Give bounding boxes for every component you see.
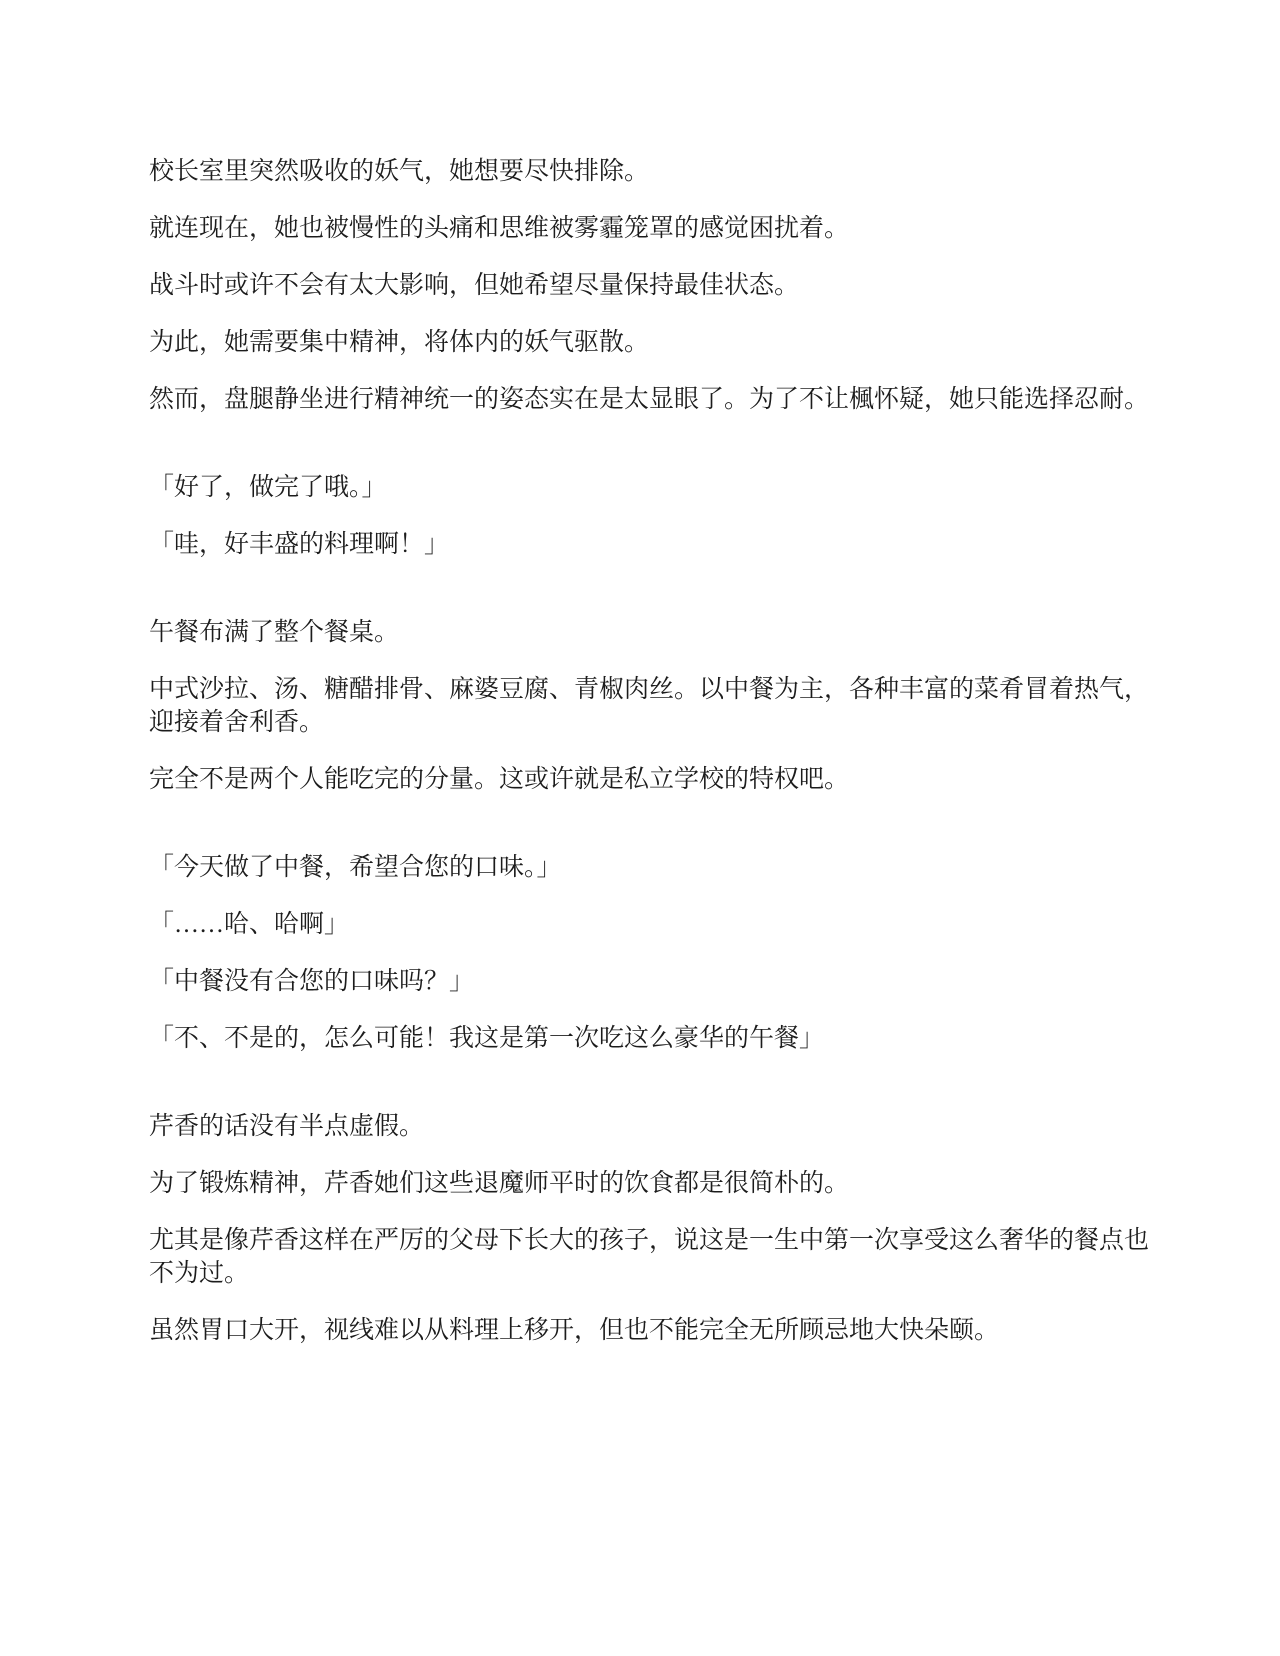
narration-paragraph: 尤其是像芹香这样在严厉的父母下长大的孩子，说这是一生中第一次享受这么奢华的餐点也不为过。: [149, 1227, 1150, 1287]
text-section-narration: [149, 155, 1150, 416]
novel-text-content: [149, 155, 1150, 1371]
text-section-narration: [149, 1110, 1150, 1347]
narration-paragraph: 战斗时或许不会有太大影响，但她希望尽量保持最佳状态。: [149, 272, 800, 299]
narration-paragraph: 完全不是两个人能吃完的分量。这或许就是私立学校的特权吧。: [149, 766, 850, 793]
text-section-dialogue: [149, 851, 1150, 1055]
dialogue-line: 「不、不是的，怎么可能！我这是第一次吃这么豪华的午餐」: [149, 1025, 825, 1052]
text-section-dialogue: [149, 471, 1150, 561]
narration-paragraph: 校长室里突然吸收的妖气，她想要尽快排除。: [149, 158, 650, 185]
text-section-narration: [149, 616, 1150, 796]
narration-paragraph: 虽然胃口大开，视线难以从料理上移开，但也不能完全无所顾忌地大快朵颐。: [149, 1317, 1000, 1344]
narration-paragraph: 芹香的话没有半点虚假。: [149, 1113, 425, 1140]
dialogue-line: 「哇，好丰盛的料理啊！」: [149, 531, 450, 558]
dialogue-line: 「今天做了中餐，希望合您的口味。」: [149, 854, 562, 881]
narration-paragraph: 然而，盘腿静坐进行精神统一的姿态实在是太显眼了。为了不让楓怀疑，她只能选择忍耐。: [149, 386, 1150, 413]
dialogue-line: 「好了，做完了哦。」: [149, 474, 387, 501]
dialogue-line: 「中餐没有合您的口味吗？」: [149, 968, 475, 995]
narration-paragraph: 为此，她需要集中精神，将体内的妖气驱散。: [149, 329, 650, 356]
dialogue-line: 「……哈、哈啊」: [149, 911, 350, 938]
narration-paragraph: 中式沙拉、汤、糖醋排骨、麻婆豆腐、青椒肉丝。以中餐为主，各种丰富的菜肴冒着热气，迎接着舍利香。: [149, 676, 1150, 736]
narration-paragraph: 为了锻炼精神，芹香她们这些退魔师平时的饮食都是很简朴的。: [149, 1170, 850, 1197]
narration-paragraph: 午餐布满了整个餐桌。: [149, 619, 400, 646]
narration-paragraph: 就连现在，她也被慢性的头痛和思维被雾霾笼罩的感觉困扰着。: [149, 215, 850, 242]
